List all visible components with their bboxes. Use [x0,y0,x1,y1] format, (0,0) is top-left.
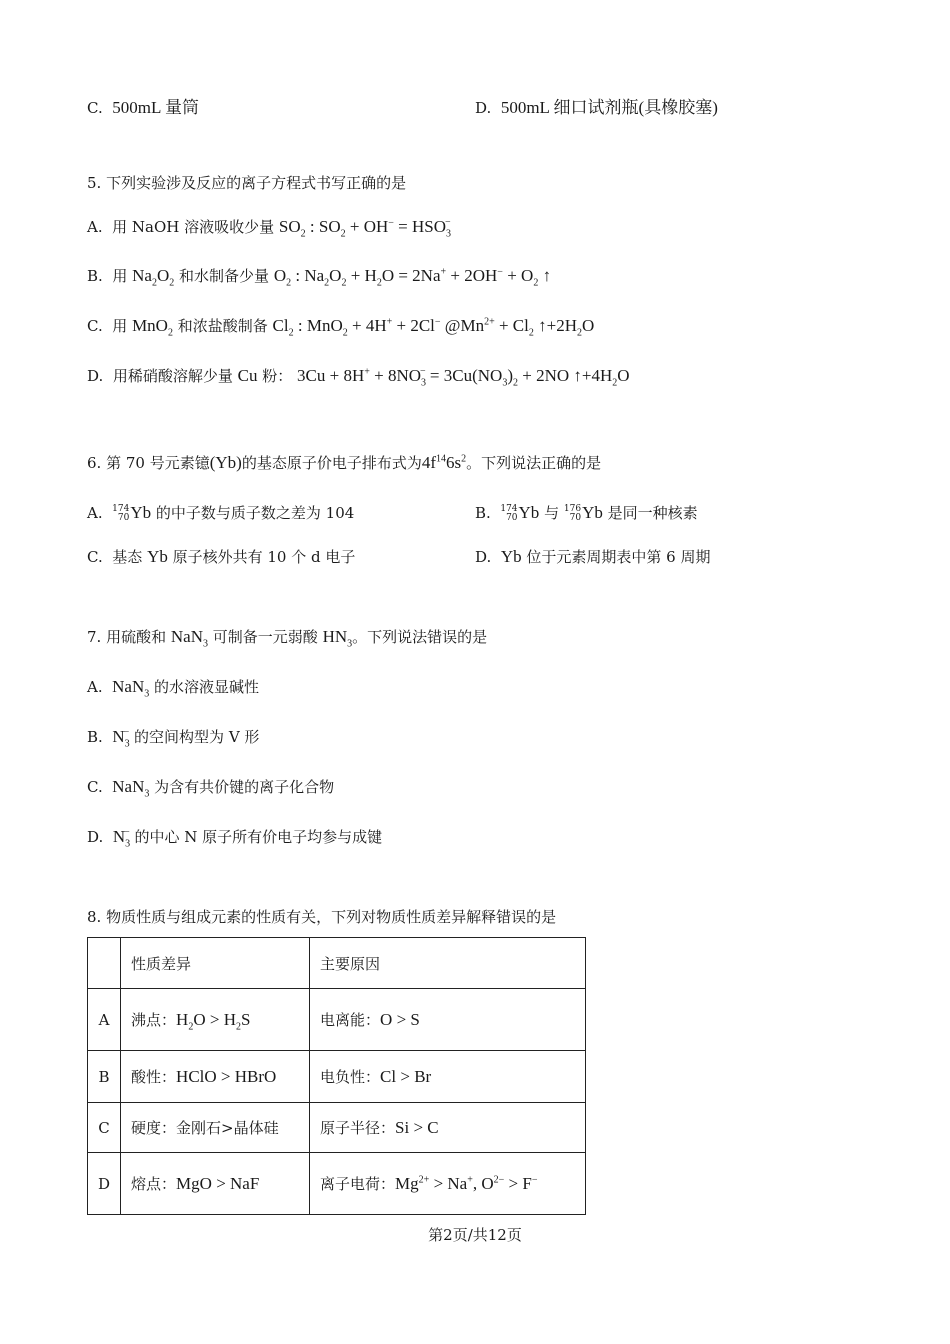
formula: Yb [147,547,168,566]
prop-cell [121,989,310,1051]
formula: $Na_2O_2$ [132,266,175,289]
q5-option-c [87,316,595,339]
equation: $SO_2$ : $SO_2 + OH^- = HSO_3^-$ [278,217,452,240]
option-text: 的中子数与质子数之差为 104 [155,504,355,522]
row-label: A [88,989,121,1051]
option-letter: A. [87,504,103,522]
option-letter: D. [87,828,104,846]
option-text: 用 [112,317,128,335]
isotope-notation: 174 70 [112,504,130,523]
q7-stem [87,627,488,650]
formula: NaN$_3$ [170,627,208,650]
equation: $Cl_2$ : MnO$_2$ + 4H+ + 2Cl− $@Mn^{2+} + Cl_2$ $↑+2H_2O$ [272,316,595,339]
table-header-row [88,938,586,989]
formula: $Mg^{2+} > Na^+$, $O^{2-} > F^-$ [395,1174,538,1193]
header-cell [88,938,121,989]
formula: $N_3^-$ [112,727,130,750]
option-letter: D. [475,548,492,566]
stem-text: 的基态原子价电子排布式为 [241,454,422,472]
header-cell: 性质差异 [121,938,310,989]
option-letter: C. [87,778,103,796]
formula: $N_3^-$ [112,827,131,850]
reason-cell [310,1153,586,1215]
stem-text: 可制备一元弱酸 [212,628,318,646]
q7-option-b [87,727,260,750]
q6-stem [87,453,601,473]
formula: Yb [500,547,522,566]
stem-text: 。下列说法正确的是 [466,454,602,472]
isotope-notation: 174 70 [500,504,518,523]
prop-cell [121,1051,310,1103]
header-cell: 主要原因 [310,938,586,989]
q7-option-a [87,677,260,700]
formula: HClO > HBrO [176,1067,277,1086]
option-text: 500mL 细口试剂瓶(具橡胶塞) [500,98,718,117]
option-letter: C. [87,99,103,117]
cell-text: 电负性： [320,1068,381,1086]
formula: $HN_3$ [322,627,353,650]
table-row [88,1103,586,1153]
option-text: 用稀硝酸溶解少量 [112,367,233,385]
option-text: 与 [544,504,560,522]
formula: Cl > Br [380,1067,432,1086]
formula: Cu [237,366,258,385]
stem-text: 。下列说法错误的是 [352,628,488,646]
q8-stem: 8. 物质性质与组成元素的性质有关，下列对物质性质差异解释错误的是 [87,908,557,926]
q6-option-c [87,547,355,567]
option-letter: B. [87,728,103,746]
formula: Si > C [395,1118,439,1137]
formula: (Yb) [209,453,242,472]
q7-option-c [87,777,335,800]
formula: MnO$_2$ [132,316,173,339]
row-label: D [88,1153,121,1215]
q7-option-d [87,827,383,850]
q6-option-b [475,503,698,523]
option-text: 和水制备少量 [179,267,270,285]
cell-text: 沸点： [131,1011,177,1029]
row-label: B [88,1051,121,1103]
cell-text: 离子电荷： [320,1175,396,1193]
q5-option-b [87,266,552,289]
q6-option-a [87,503,354,523]
option-text: 为含有共价键的离子化合物 [154,778,335,796]
stem-text: 7. 用硫酸和 [87,628,167,646]
option-text: 用 NaOH 溶液吸收少量 [112,218,275,236]
table-row [88,989,586,1051]
prop-cell [121,1153,310,1215]
table-row [88,1153,586,1215]
formula: $4f^{14}6s^2$ [421,453,467,472]
option-text: 用 [112,267,128,285]
formula: Yb [518,503,540,522]
equation: $3Cu + 8H^+ + 8NO_3^- = 3Cu(NO_3)_2 + 2NO$ $↑+4H_2O$ [297,366,630,389]
option-letter: B. [87,267,103,285]
cell-text: 熔点： [131,1175,177,1193]
q4-option-d [475,98,718,118]
q5-stem: 5. 下列实验涉及反应的离子方程式书写正确的是 [87,174,407,192]
option-letter: C. [87,317,103,335]
page-footer: 第2页/共12页 [428,1226,522,1244]
option-text: 和浓盐酸制备 [177,317,268,335]
reason-cell [310,989,586,1051]
prop-cell: 硬度：金刚石>晶体硅 [121,1103,310,1153]
q5-option-d [87,366,630,389]
table-row [88,1051,586,1103]
formula: Yb [582,503,603,522]
option-text: 500mL 量筒 [112,98,199,117]
option-text: 的中心 N 原子所有价电子均参与成键 [134,828,383,846]
option-text: 的水溶液显碱性 [154,678,260,696]
option-letter: C. [87,548,103,566]
reason-cell [310,1103,586,1153]
stem-text: 6. 第 70 号元素镱 [87,454,210,472]
formula: NaN$_3$ [112,777,150,800]
option-letter: D. [87,367,104,385]
formula: NaN$_3$ [112,677,150,700]
q6-option-d [475,547,710,567]
option-text: 原子核外共有 10 个 d 电子 [172,548,356,566]
cell-text: 原子半径： [320,1119,396,1137]
formula: Yb [130,503,152,522]
reason-cell [310,1051,586,1103]
formula: MgO > NaF [176,1174,260,1193]
equation: $O_2$ : $Na_2O_2 + H_2O = 2Na^+ + 2OH^- + O_2$ ↑ [273,266,552,289]
option-text: 基态 [112,548,143,566]
option-letter: A. [87,218,103,236]
cell-text: 电离能： [320,1011,381,1029]
row-label: C [88,1103,121,1153]
cell-text: 酸性： [131,1068,177,1086]
q5-option-a [87,217,452,240]
option-text: 是同一种核素 [607,504,698,522]
formula: O > S [380,1010,420,1029]
option-text: 位于元素周期表中第 6 周期 [526,548,711,566]
option-letter: B. [475,504,491,522]
option-letter: A. [87,678,103,696]
q4-option-c [87,98,199,118]
option-letter: D. [475,99,492,117]
option-text: 的空间构型为 V 形 [134,728,260,746]
isotope-notation: 176 70 [563,504,582,523]
q8-table [87,937,586,1215]
option-text: 粉： [262,367,293,385]
formula: $H_2O > H_2S$ [176,1010,251,1033]
